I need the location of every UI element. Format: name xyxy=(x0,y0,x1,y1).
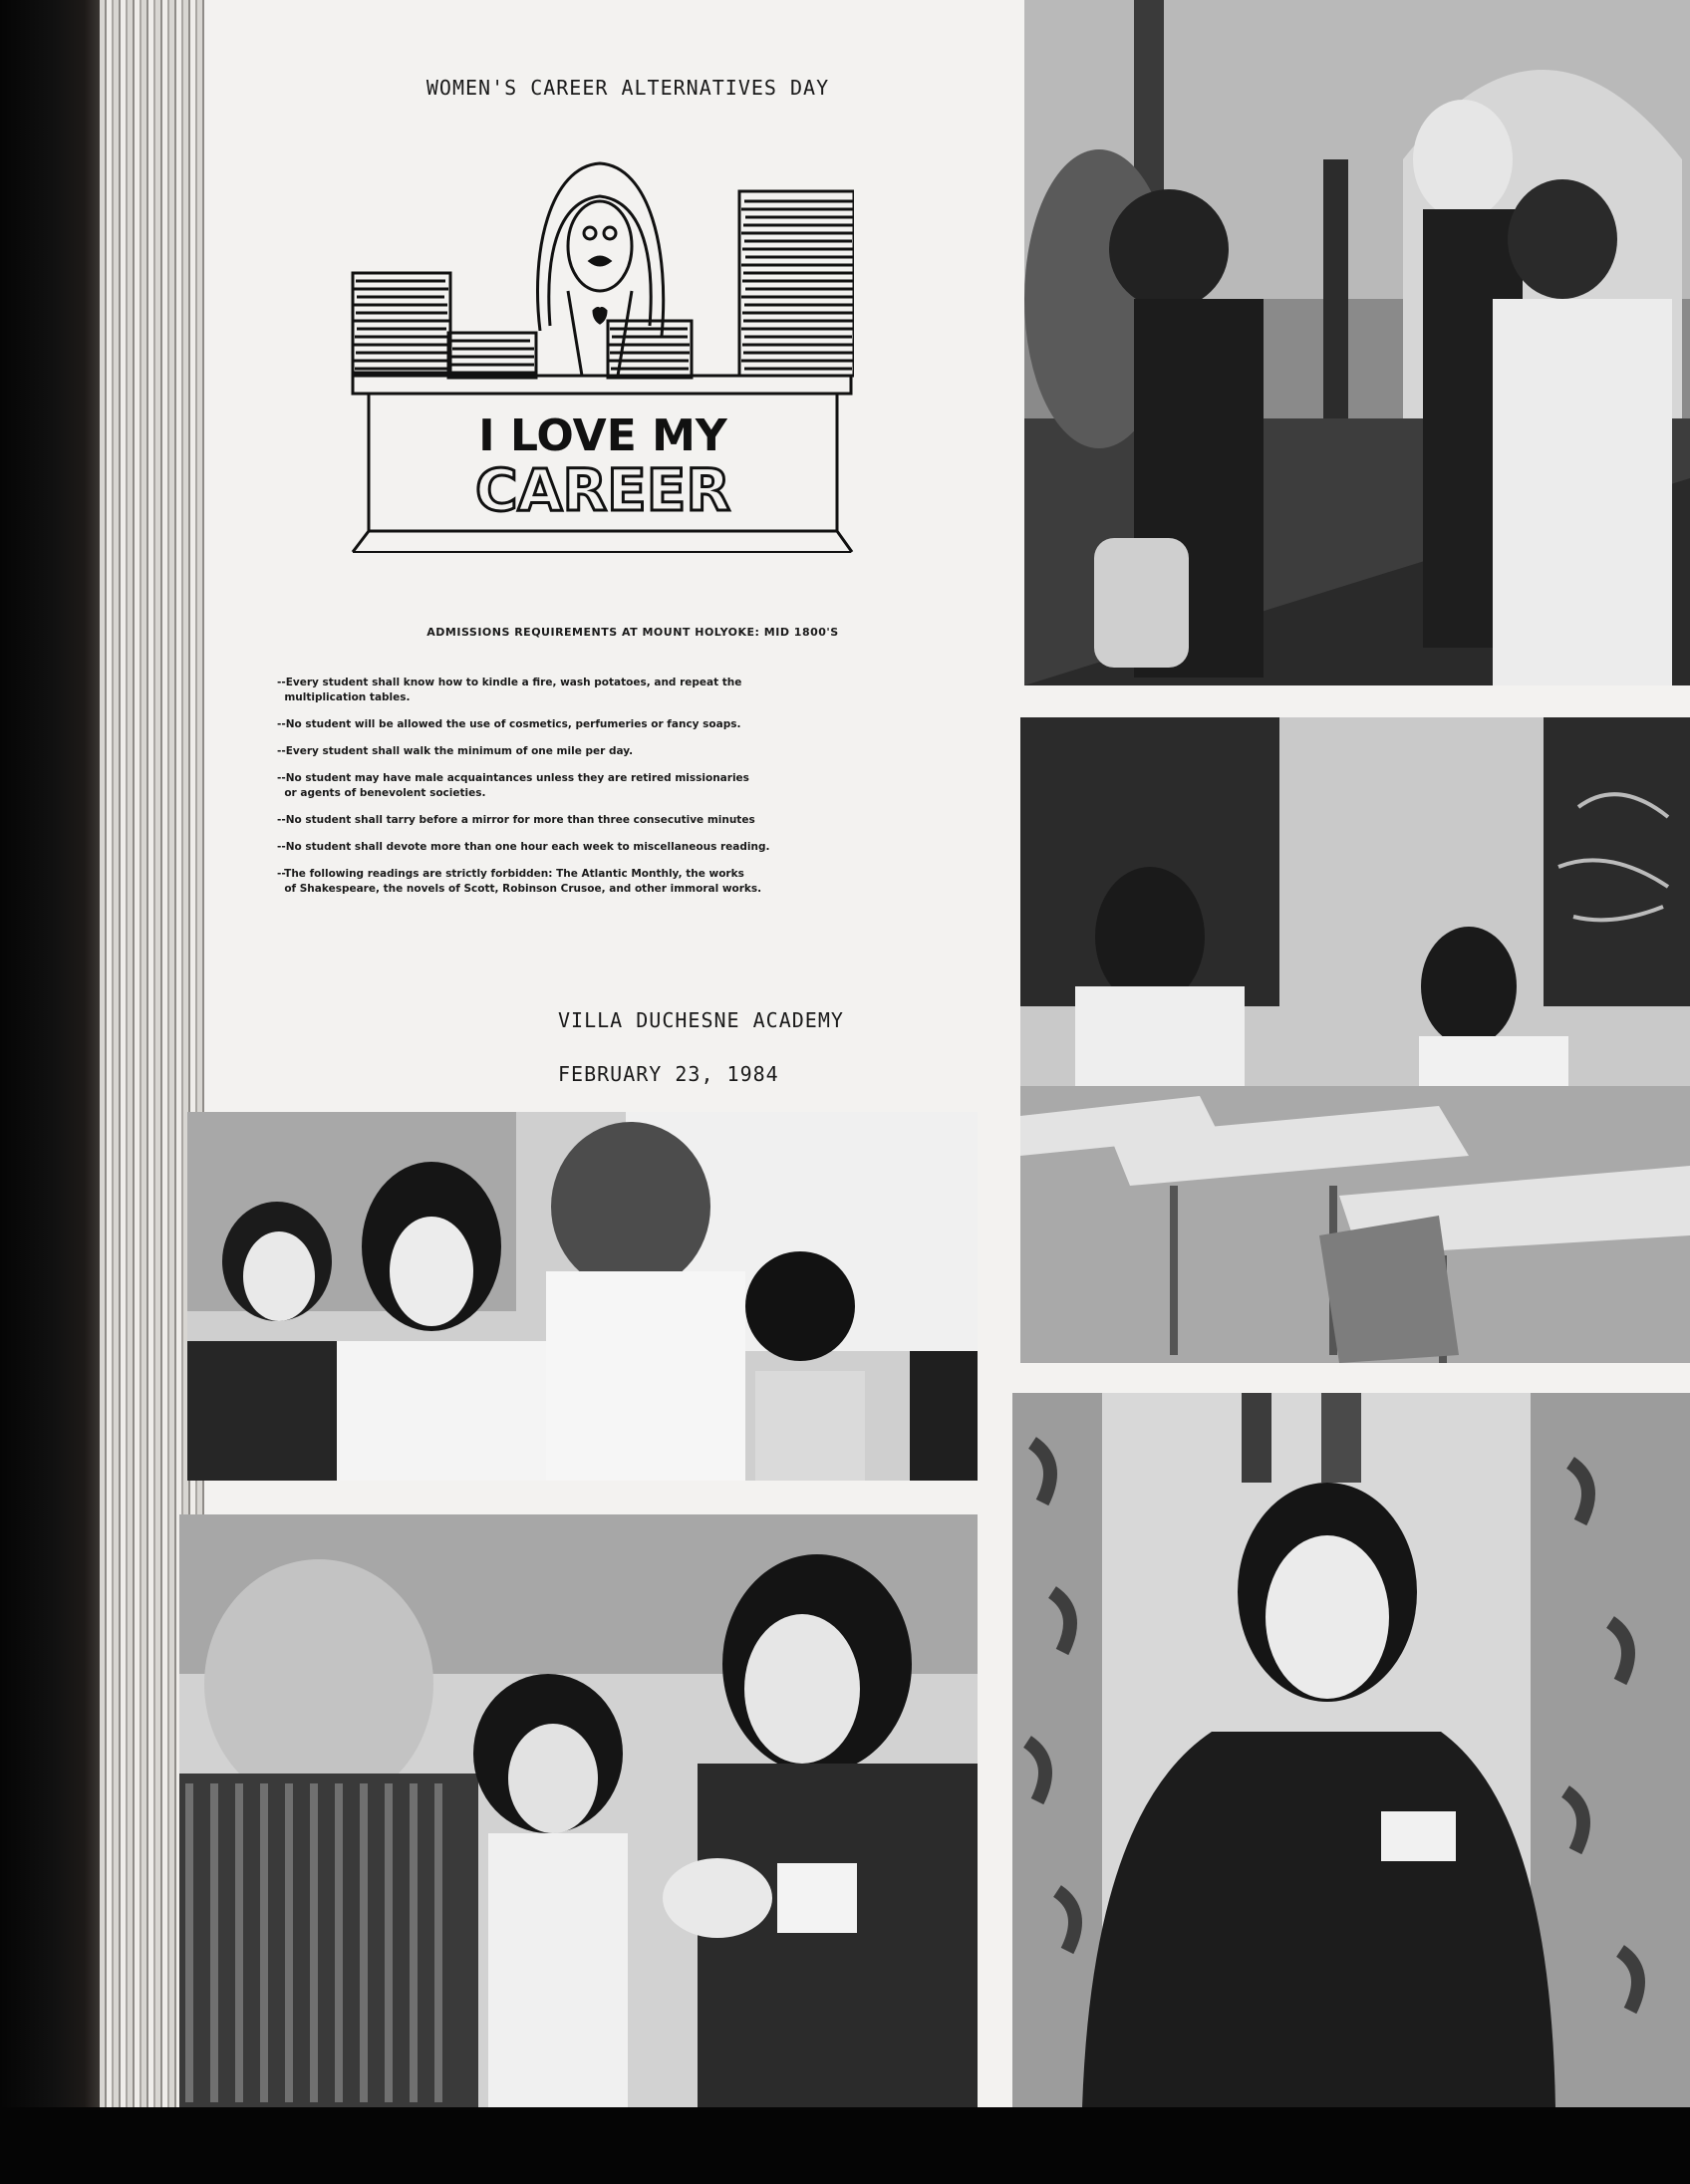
cartoon-line1: I LOVE MY xyxy=(478,410,727,461)
book-spine xyxy=(0,0,100,2184)
requirements-heading: ADMISSIONS REQUIREMENTS AT MOUNT HOLYOKE: MID 1800'S xyxy=(426,626,839,639)
event-date: FEBRUARY 23, 1984 xyxy=(558,1062,779,1086)
center-paper-stack xyxy=(448,321,692,378)
rule-item: --No student may have male acquaintances unless they are retired missionaries or agents of benevolent societies. xyxy=(277,772,749,799)
requirements-list xyxy=(277,676,975,909)
rule-item: --No student shall tarry before a mirror for more than three consecutive minutes xyxy=(277,814,755,826)
cartoon-line2: CAREER xyxy=(474,456,731,524)
school-name: VILLA DUCHESNE ACADEMY xyxy=(558,1008,844,1032)
group-conversation-photo xyxy=(187,1112,978,1481)
rule-item: --Every student shall know how to kindle a fire, wash potatoes, and repeat the multiplication tables. xyxy=(277,677,742,703)
reception-photo xyxy=(179,1514,978,2108)
portrait-photo xyxy=(1012,1393,1690,2108)
scan-border xyxy=(0,2107,1690,2184)
rule-item: --The following readings are strictly forbidden: The Atlantic Monthly, the works of Shakespeare, the novels of Scott, Robinson Crusoe, and other immoral works. xyxy=(277,868,762,895)
rule-item: --No student shall devote more than one hour each week to miscellaneous reading. xyxy=(277,841,770,853)
rule-item: --No student will be allowed the use of cosmetics, perfumeries or fancy soaps. xyxy=(277,718,741,730)
hallway-photo xyxy=(1024,0,1690,685)
rule-item: --Every student shall walk the minimum of one mile per day. xyxy=(277,745,634,757)
left-paper-stack xyxy=(353,273,450,373)
right-paper-stack xyxy=(739,191,854,376)
page-title: WOMEN'S CAREER ALTERNATIVES DAY xyxy=(425,76,830,100)
classroom-photo xyxy=(1020,717,1690,1363)
i-love-my-career-cartoon xyxy=(351,161,854,565)
